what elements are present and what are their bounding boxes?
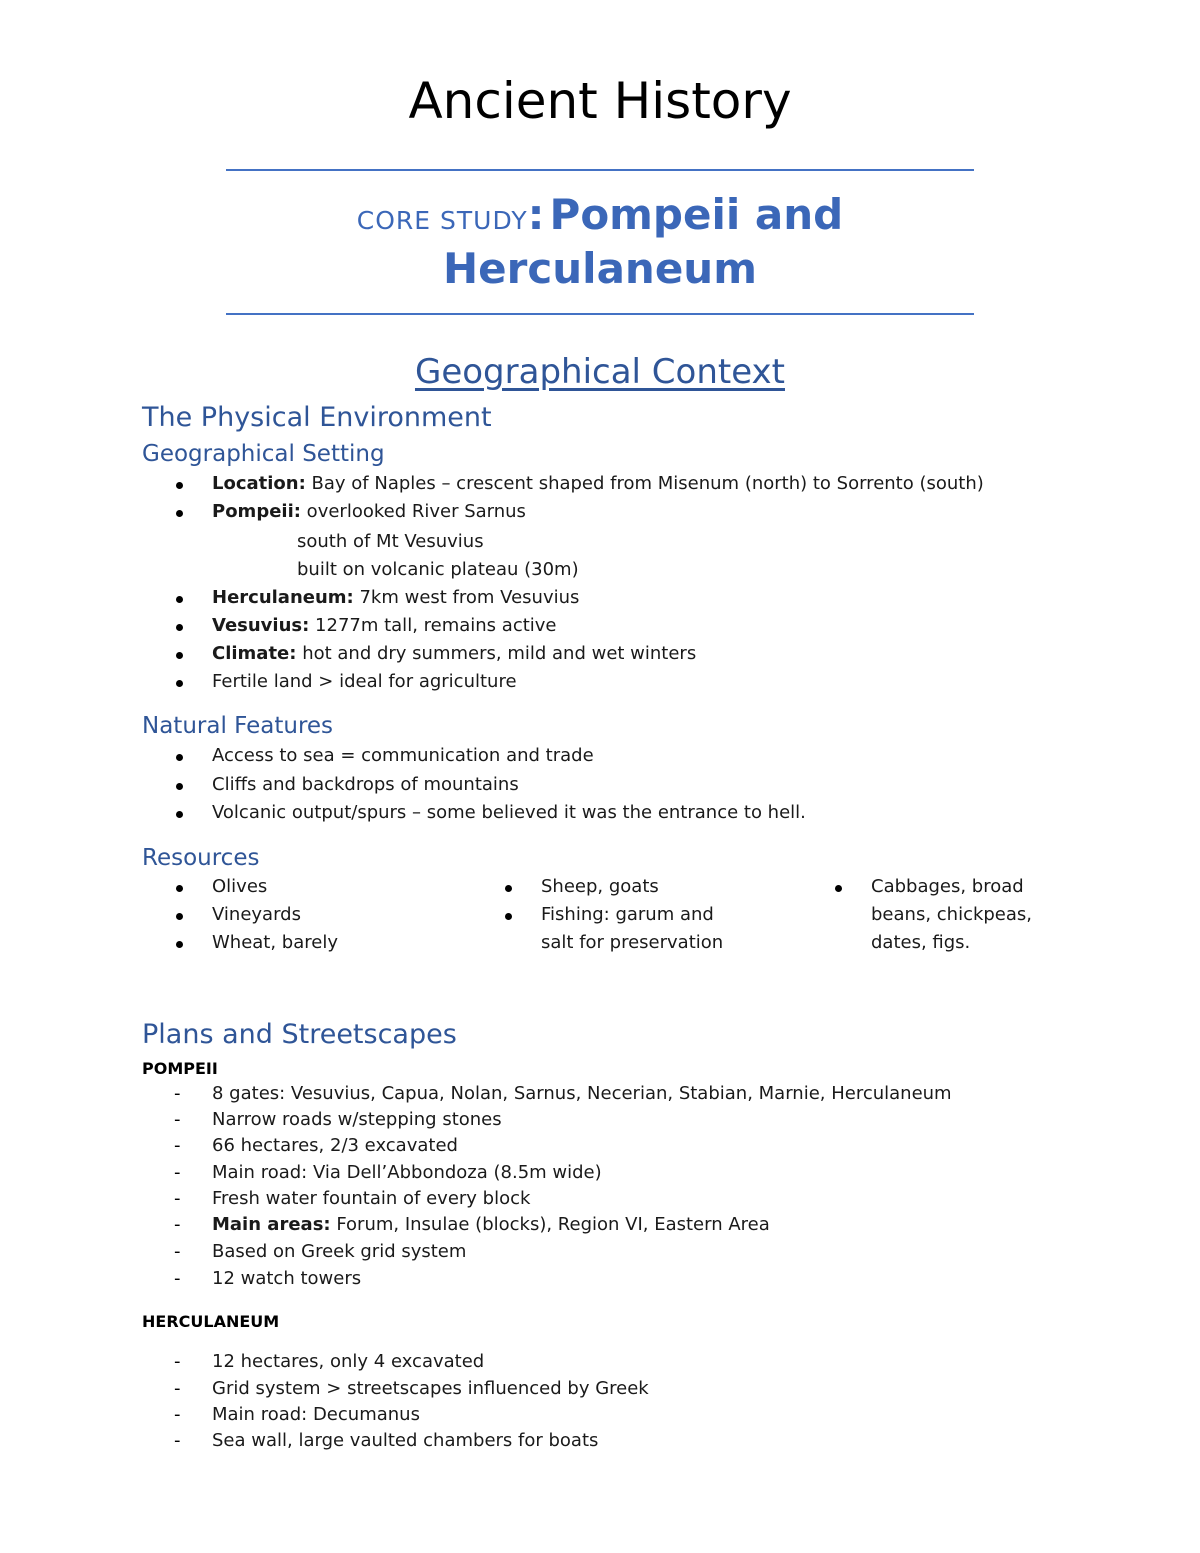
list-item-pompeii: Pompeii: overlooked River Sarnus: [212, 501, 526, 522]
list-item: Cabbages, broad: [871, 876, 1024, 897]
core-study-label: CORE STUDY: [356, 206, 528, 235]
resources-heading: Resources: [142, 845, 260, 871]
divider-bottom: [226, 313, 974, 315]
dash-marker: -: [174, 1214, 181, 1235]
dash-marker: -: [174, 1109, 181, 1130]
bullet-icon: [176, 941, 183, 948]
list-item: Vineyards: [212, 904, 301, 925]
bullet-icon: [176, 652, 183, 659]
bullet-icon: [176, 885, 183, 892]
list-item: Main road: Via Dell’Abbondoza (8.5m wide): [212, 1162, 602, 1183]
dash-marker: -: [174, 1135, 181, 1156]
list-item: Narrow roads w/stepping stones: [212, 1109, 502, 1130]
dash-marker: -: [174, 1268, 181, 1289]
list-item-climate: Climate: hot and dry summers, mild and wet winters: [212, 643, 697, 664]
list-item: 12 watch towers: [212, 1268, 362, 1289]
list-item-pompeii-line2: south of Mt Vesuvius: [297, 531, 484, 552]
list-item-main-areas: Main areas: Forum, Insulae (blocks), Region VI, Eastern Area: [212, 1214, 770, 1235]
herculaneum-label: HERCULANEUM: [142, 1312, 280, 1331]
dash-marker: -: [174, 1241, 181, 1262]
pompeii-label: POMPEII: [142, 1059, 218, 1078]
list-item-location: Location: Bay of Naples – crescent shaped from Misenum (north) to Sorrento (south): [212, 473, 984, 494]
list-item: Sea wall, large vaulted chambers for boats: [212, 1430, 599, 1451]
core-topic-line2: Herculaneum: [443, 244, 757, 293]
section-heading: Geographical Context: [414, 352, 785, 392]
divider-top: [226, 169, 974, 171]
list-item: Fishing: garum and: [541, 904, 714, 925]
bullet-icon: [176, 754, 183, 761]
bullet-icon: [176, 510, 183, 517]
natural-features-heading: Natural Features: [142, 713, 334, 739]
list-item-continuation: beans, chickpeas,: [871, 904, 1033, 925]
bullet-icon: [505, 913, 512, 920]
list-item: Grid system > streetscapes influenced by Greek: [212, 1378, 649, 1399]
list-item-vesuvius: Vesuvius: 1277m tall, remains active: [212, 615, 557, 636]
list-item-pompeii-line3: built on volcanic plateau (30m): [297, 559, 579, 580]
list-item: Olives: [212, 876, 268, 897]
geographical-setting-heading: Geographical Setting: [142, 441, 385, 467]
dash-marker: -: [174, 1430, 181, 1451]
core-study-heading: CORE STUDY: Pompeii and: [356, 190, 844, 239]
list-item: Main road: Decumanus: [212, 1404, 420, 1425]
bullet-icon: [176, 811, 183, 818]
core-topic-line1: Pompeii and: [549, 190, 844, 239]
list-item: Volcanic output/spurs – some believed it was the entrance to hell.: [212, 802, 806, 823]
list-item-continuation: dates, figs.: [871, 932, 971, 953]
list-item-fertile: Fertile land > ideal for agriculture: [212, 671, 517, 692]
list-item: Fresh water fountain of every block: [212, 1188, 531, 1209]
dash-marker: -: [174, 1378, 181, 1399]
plans-heading: Plans and Streetscapes: [142, 1019, 457, 1050]
dash-marker: -: [174, 1083, 181, 1104]
document-title: Ancient History: [408, 72, 792, 130]
bullet-icon: [176, 913, 183, 920]
dash-marker: -: [174, 1404, 181, 1425]
list-item-herculaneum: Herculaneum: 7km west from Vesuvius: [212, 587, 580, 608]
list-item: 8 gates: Vesuvius, Capua, Nolan, Sarnus, Necerian, Stabian, Marnie, Herculaneum: [212, 1083, 952, 1104]
list-item: 66 hectares, 2/3 excavated: [212, 1135, 458, 1156]
dash-marker: -: [174, 1351, 181, 1372]
dash-marker: -: [174, 1162, 181, 1183]
bullet-icon: [176, 482, 183, 489]
bullet-icon: [176, 624, 183, 631]
bullet-icon: [835, 885, 842, 892]
bullet-icon: [176, 783, 183, 790]
list-item: Wheat, barely: [212, 932, 338, 953]
list-item: Access to sea = communication and trade: [212, 745, 594, 766]
bullet-icon: [505, 885, 512, 892]
dash-marker: -: [174, 1188, 181, 1209]
list-item: Based on Greek grid system: [212, 1241, 467, 1262]
list-item: Sheep, goats: [541, 876, 659, 897]
bullet-icon: [176, 680, 183, 687]
bullet-icon: [176, 596, 183, 603]
list-item: Cliffs and backdrops of mountains: [212, 774, 519, 795]
list-item: 12 hectares, only 4 excavated: [212, 1351, 485, 1372]
list-item-continuation: salt for preservation: [541, 932, 724, 953]
physical-environment-heading: The Physical Environment: [142, 402, 492, 433]
